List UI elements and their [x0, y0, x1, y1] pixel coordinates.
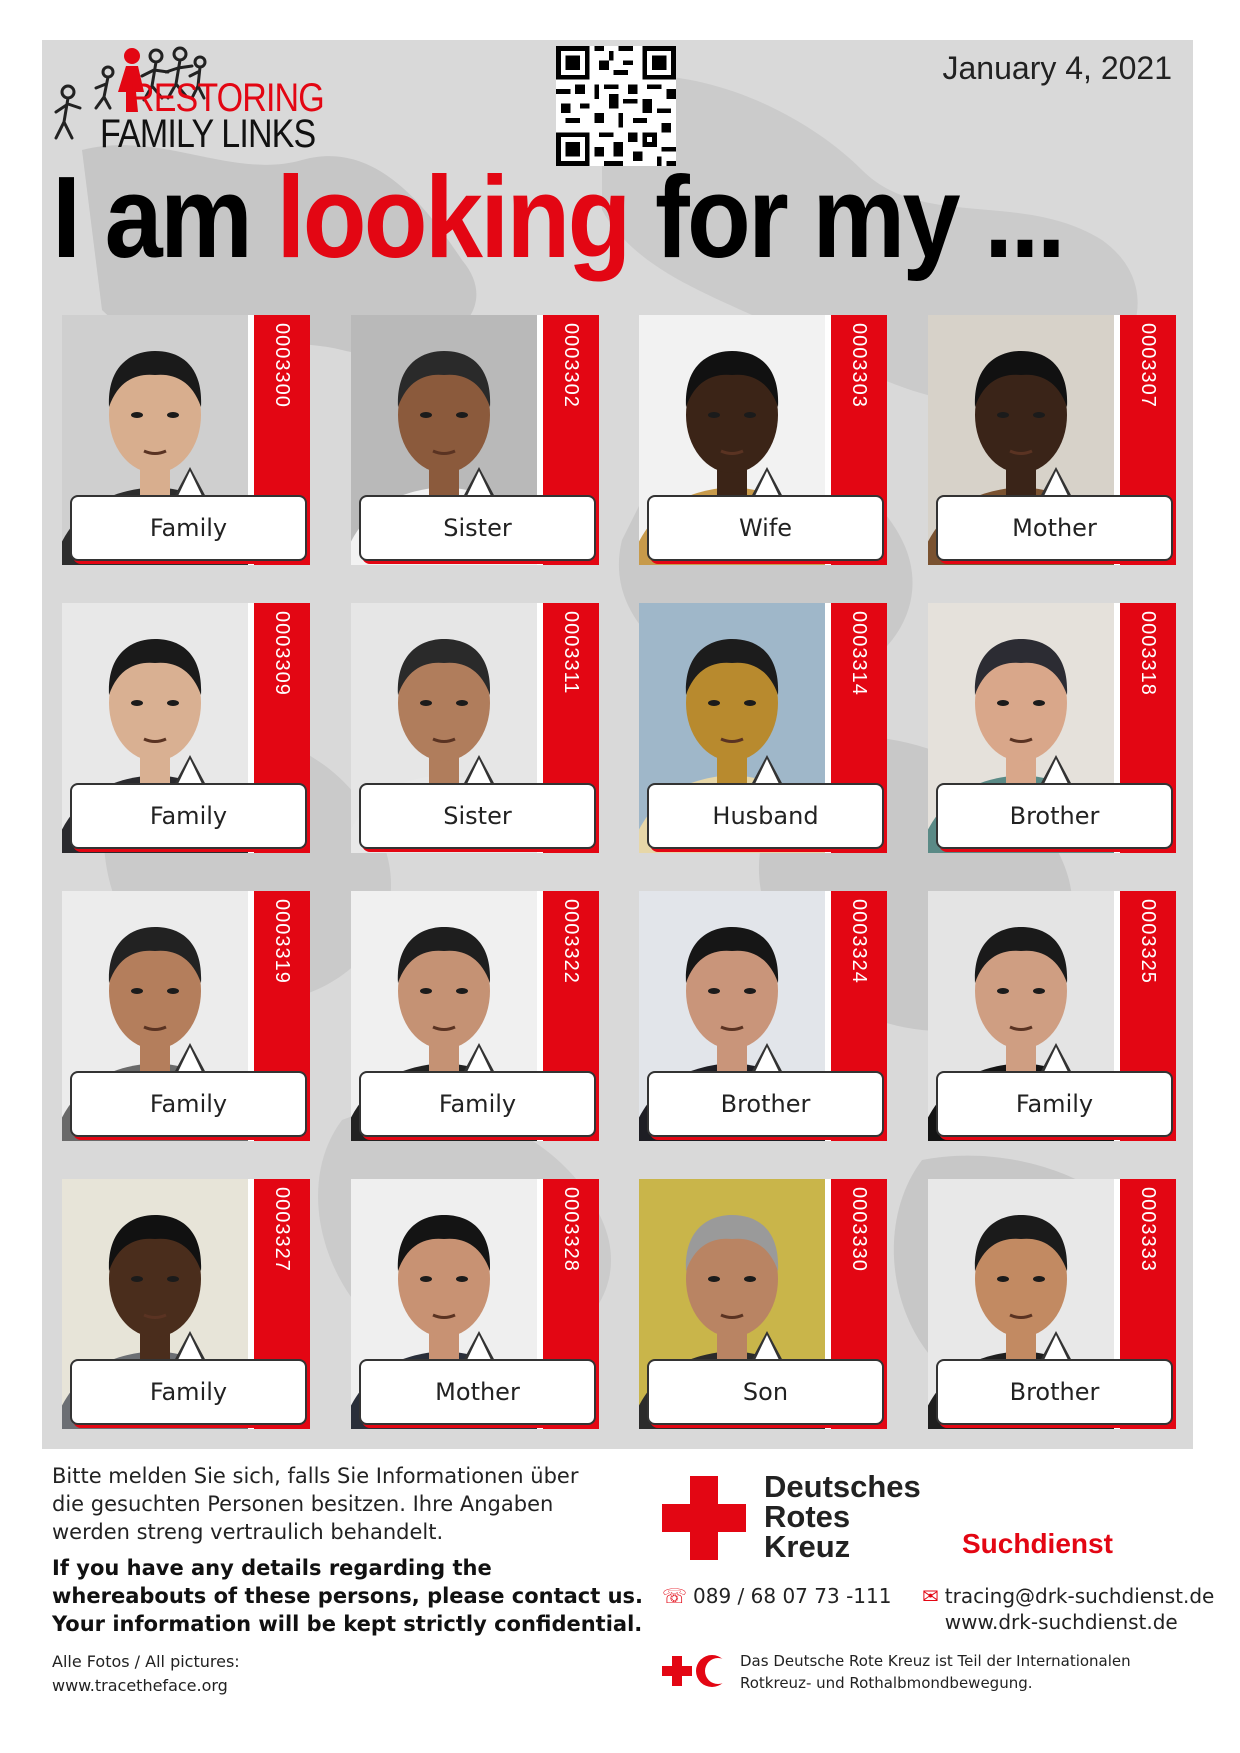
case-id: 0003309 [271, 611, 293, 696]
person-card[interactable] [351, 315, 599, 565]
restoring-family-links-logo [48, 42, 328, 156]
relation-label: Brother [936, 783, 1173, 849]
person-card[interactable] [351, 891, 599, 1141]
person-card[interactable] [639, 1179, 887, 1429]
person-card[interactable] [62, 891, 310, 1141]
person-card[interactable] [639, 603, 887, 853]
speech-pointer [1040, 1331, 1072, 1361]
logo-text-family-links: FAMILY LINKS [100, 112, 316, 156]
person-card[interactable] [62, 315, 310, 565]
person-card[interactable] [351, 603, 599, 853]
speech-pointer [751, 755, 783, 785]
relation-label: Sister [359, 495, 596, 561]
person-card[interactable] [639, 891, 887, 1141]
person-card[interactable] [639, 315, 887, 565]
person-card[interactable] [351, 1179, 599, 1429]
relation-label: Family [936, 1071, 1173, 1137]
drk-name [764, 1469, 921, 1564]
notice-german: Bitte melden Sie sich, falls Sie Informationen über die gesuchten Personen besitzen. Ihre Angaben werden streng vertraulich behandelt. [52, 1464, 579, 1544]
case-id: 0003322 [560, 899, 582, 984]
phone-number[interactable]: 089 / 68 07 73 -111 [693, 1584, 892, 1608]
drk-name-line2: Rotes [764, 1499, 851, 1534]
relation-label: Husband [647, 783, 884, 849]
person-card[interactable] [928, 1179, 1176, 1429]
relation-label: Family [70, 495, 307, 561]
relation-label: Sister [359, 783, 596, 849]
envelope-icon: ✉ [922, 1584, 939, 1608]
person-card[interactable] [928, 891, 1176, 1141]
telephone-icon: ☏ [662, 1584, 688, 1608]
headline-part2: for my ... [628, 152, 1064, 282]
relation-label: Brother [936, 1359, 1173, 1425]
case-id: 0003314 [848, 611, 870, 696]
case-id: 0003327 [271, 1187, 293, 1272]
email-address[interactable]: tracing@drk-suchdienst.de [944, 1584, 1215, 1608]
photo-credit-link[interactable]: www.tracetheface.org [52, 1676, 228, 1695]
contact-email[interactable] [922, 1584, 1214, 1608]
person-card[interactable] [928, 603, 1176, 853]
speech-pointer [174, 1331, 206, 1361]
speech-pointer [463, 1331, 495, 1361]
relation-label: Mother [936, 495, 1173, 561]
speech-pointer [174, 467, 206, 497]
speech-pointer [174, 1043, 206, 1073]
case-id: 0003328 [560, 1187, 582, 1272]
notice-english: If you have any details regarding the whereabouts of these persons, please contact us. Your information will be kept strictly confidential. [52, 1556, 644, 1636]
photo-credit-label: Alle Fotos / All pictures: [52, 1652, 240, 1671]
logo-text-restoring: RESTORING [130, 76, 324, 120]
case-id: 0003302 [560, 323, 582, 408]
drk-name-line3: Kreuz [764, 1529, 851, 1564]
service-name: Suchdienst [962, 1528, 1113, 1559]
relation-label: Family [70, 1071, 307, 1137]
relation-label: Family [70, 1359, 307, 1425]
case-id: 0003307 [1137, 323, 1159, 408]
headline-part1: I am [52, 152, 277, 282]
speech-pointer [1040, 467, 1072, 497]
photo-credit [52, 1650, 352, 1698]
case-id: 0003303 [848, 323, 870, 408]
case-id: 0003324 [848, 899, 870, 984]
relation-label: Family [70, 783, 307, 849]
case-id: 0003300 [271, 323, 293, 408]
red-cross-crescent-emblem-icon [662, 1654, 728, 1688]
speech-pointer [174, 755, 206, 785]
speech-pointer [463, 467, 495, 497]
headline-highlight: looking [276, 152, 629, 282]
speech-pointer [1040, 755, 1072, 785]
website-link[interactable]: www.drk-suchdienst.de [944, 1610, 1178, 1634]
case-id: 0003330 [848, 1187, 870, 1272]
headline [52, 150, 1078, 284]
speech-pointer [751, 1043, 783, 1073]
drk-name-line1: Deutsches [764, 1469, 921, 1504]
qr-code[interactable] [556, 46, 676, 166]
speech-pointer [1040, 1043, 1072, 1073]
person-card[interactable] [62, 1179, 310, 1429]
case-id: 0003319 [271, 899, 293, 984]
relation-label: Brother [647, 1071, 884, 1137]
speech-pointer [751, 1331, 783, 1361]
relation-label: Wife [647, 495, 884, 561]
case-id: 0003333 [1137, 1187, 1159, 1272]
relation-label: Mother [359, 1359, 596, 1425]
case-id: 0003318 [1137, 611, 1159, 696]
speech-pointer [463, 755, 495, 785]
contact-phone[interactable] [662, 1584, 891, 1608]
speech-pointer [463, 1043, 495, 1073]
case-id: 0003311 [560, 611, 582, 695]
poster-date: January 4, 2021 [942, 50, 1172, 86]
person-card[interactable] [62, 603, 310, 853]
relation-label: Family [359, 1071, 596, 1137]
contact-website[interactable] [922, 1610, 1178, 1634]
case-id: 0003325 [1137, 899, 1159, 984]
relation-label: Son [647, 1359, 884, 1425]
speech-pointer [751, 467, 783, 497]
red-cross-icon [662, 1476, 746, 1560]
movement-note: Das Deutsche Rote Kreuz ist Teil der Internationalen Rotkreuz- und Rothalbmondbewegung. [740, 1652, 1131, 1692]
person-card[interactable] [928, 315, 1176, 565]
